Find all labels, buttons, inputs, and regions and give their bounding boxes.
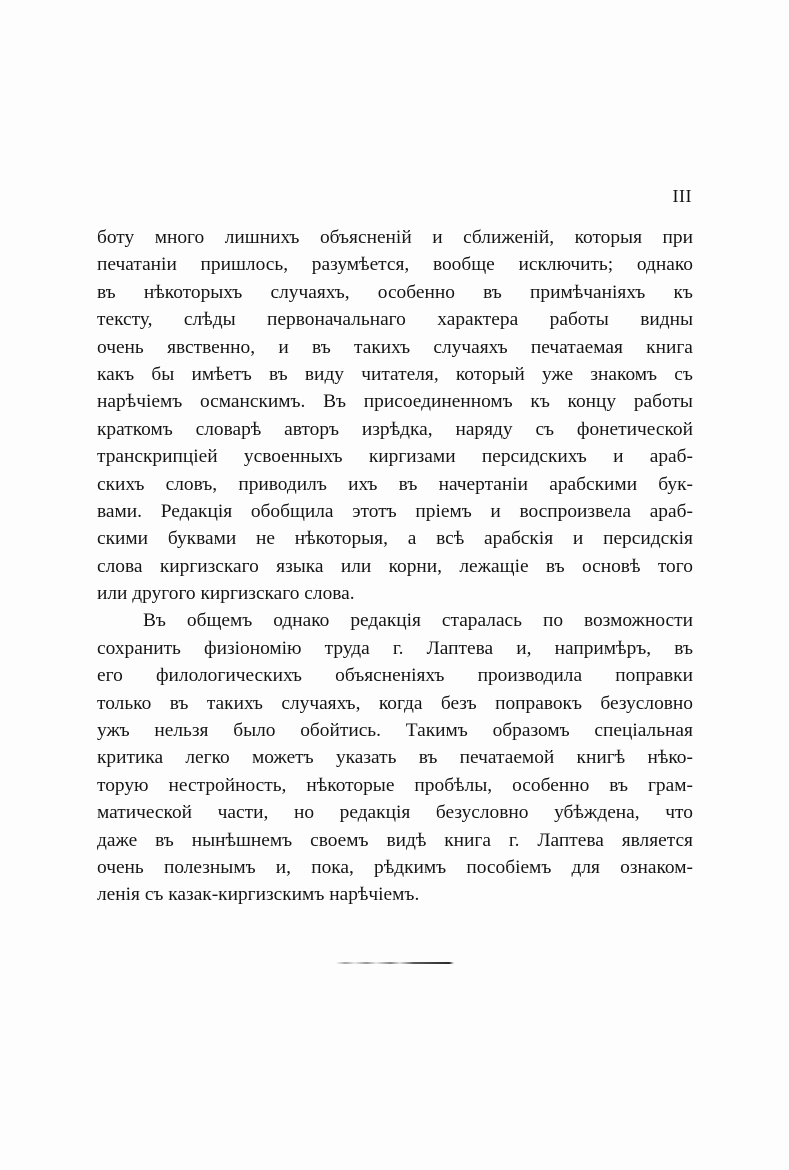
word: вообще	[432, 254, 495, 276]
text-line	[97, 854, 693, 881]
text-line	[97, 580, 693, 607]
word: фонетической	[576, 418, 693, 440]
word: тексту,	[97, 309, 153, 331]
text-block	[97, 224, 693, 909]
text-line	[97, 717, 693, 744]
word: случаяхъ,	[281, 692, 361, 714]
word: поправки	[615, 665, 693, 687]
word: араб-	[649, 446, 693, 468]
word: виду	[304, 363, 344, 385]
word: торую	[97, 774, 149, 796]
word: читателя,	[361, 363, 439, 385]
text-line	[97, 471, 693, 498]
word: изрѣдка,	[361, 418, 433, 440]
word: полезнымъ	[163, 856, 256, 878]
word: рѣдкимъ	[374, 856, 447, 878]
word: и	[572, 528, 584, 550]
word: въ	[155, 829, 174, 851]
word: части,	[217, 802, 269, 824]
word: и	[278, 336, 289, 358]
word: редакція	[339, 802, 411, 824]
word: въ	[418, 747, 438, 769]
word: нарѣчіемъ	[97, 391, 183, 413]
word: въ	[97, 281, 116, 303]
word: исключить;	[518, 254, 614, 276]
word: книга	[444, 829, 491, 851]
word: Лаптева	[537, 829, 604, 851]
word: и	[490, 500, 501, 522]
word: арабскія	[484, 528, 554, 550]
paragraph	[97, 224, 693, 607]
word: киргизами	[368, 446, 456, 468]
word: примѣчаніяхъ	[530, 281, 646, 303]
word: къ	[673, 281, 693, 303]
word: слова	[97, 555, 143, 577]
word: сохранить	[97, 637, 181, 659]
word: явственно,	[167, 336, 256, 358]
word: въ	[169, 692, 189, 714]
word: Такимъ	[405, 720, 468, 742]
word: образомъ	[492, 720, 570, 742]
text-line	[97, 744, 693, 771]
word: вами.	[97, 500, 143, 522]
text-line	[97, 607, 693, 634]
word: матической	[97, 802, 193, 824]
word: нѣкоторыя,	[294, 528, 388, 550]
word: много	[154, 227, 205, 248]
text-line	[97, 827, 693, 854]
word: пока,	[311, 856, 354, 878]
word: воспроизвела	[519, 500, 632, 522]
word: того	[657, 555, 693, 577]
word: какъ	[97, 363, 135, 385]
word: видны	[640, 309, 693, 331]
text-line	[97, 690, 693, 717]
word: съ	[535, 418, 555, 440]
word: въ	[269, 363, 288, 385]
word: османскимъ.	[199, 391, 306, 413]
word: основѣ	[581, 555, 641, 577]
word: а	[407, 528, 417, 550]
word: и,	[516, 637, 532, 659]
word: концу	[567, 391, 617, 413]
word: краткомъ	[97, 418, 173, 440]
word: наряду	[455, 418, 513, 440]
word: г.	[392, 637, 404, 659]
word: обобщила	[250, 500, 334, 522]
word: авторъ	[284, 418, 340, 440]
word: въ	[312, 336, 331, 358]
word: для	[571, 856, 600, 878]
word: бы	[151, 363, 175, 385]
text-line	[97, 224, 693, 251]
text-line	[97, 772, 693, 799]
word: словарѣ	[195, 418, 262, 440]
word: персидскія	[603, 528, 693, 550]
word: книгѣ	[576, 747, 626, 769]
word: въ	[483, 281, 502, 303]
word: при	[662, 227, 693, 248]
word: труда	[324, 637, 370, 659]
divider-rule	[336, 962, 454, 964]
word: знакомъ	[590, 363, 658, 385]
word: корни,	[388, 555, 443, 577]
word: напримѣръ,	[554, 637, 652, 659]
word: что	[665, 802, 693, 824]
word: видѣ	[386, 829, 427, 851]
word: уже	[541, 363, 574, 385]
word: и	[613, 446, 624, 468]
word: словъ,	[165, 473, 218, 495]
text-line	[97, 361, 693, 388]
word: нѣко-	[647, 747, 693, 769]
word: безусловно	[600, 692, 693, 714]
word: и,	[275, 856, 292, 878]
word: лежащіе	[459, 555, 529, 577]
word: только	[97, 692, 152, 714]
word: книга	[646, 336, 693, 358]
word: печатаемая	[530, 336, 623, 358]
word: съ	[674, 363, 693, 385]
word: бук-	[658, 473, 693, 495]
word: объясненій	[319, 227, 412, 248]
word: приводилъ	[238, 473, 327, 495]
word: скими	[97, 528, 149, 550]
text-line	[97, 799, 693, 826]
word: указать	[335, 747, 397, 769]
word: пособіемъ	[466, 856, 552, 878]
text-line	[97, 279, 693, 306]
word: спеціальная	[594, 720, 693, 742]
word: къ	[530, 391, 550, 413]
word: въ	[674, 637, 693, 659]
page-number: III	[672, 186, 692, 206]
text-line	[97, 443, 693, 470]
word: общемъ	[186, 610, 253, 632]
text-line	[97, 553, 693, 580]
word: является	[621, 829, 693, 851]
word: транскрипціей	[97, 446, 218, 468]
word: сближеній,	[463, 227, 555, 248]
word: возможности	[583, 610, 693, 632]
text-line	[97, 662, 693, 689]
word: нынѣшнемъ	[191, 829, 293, 851]
word: который	[455, 363, 525, 385]
word: филологическихъ	[155, 665, 302, 687]
word: можетъ	[251, 747, 314, 769]
word: всѣ	[436, 528, 465, 550]
word: въ	[545, 555, 565, 577]
word: его	[97, 665, 123, 687]
word: даже	[97, 829, 138, 851]
text-line	[97, 416, 693, 443]
word: критика	[97, 747, 164, 769]
word: ознаком-	[620, 856, 693, 878]
word: пробѣлы,	[414, 774, 493, 796]
word: буквами	[167, 528, 237, 550]
word: не	[256, 528, 275, 550]
word: пріемъ	[415, 500, 472, 522]
word: очень	[97, 336, 144, 358]
word: грам-	[647, 774, 693, 796]
text-line	[97, 525, 693, 552]
word: Лаптева	[426, 637, 494, 659]
word: работы	[549, 309, 609, 331]
word: по	[542, 610, 564, 632]
word: старалась	[441, 610, 523, 632]
word: или	[340, 555, 372, 577]
word: языка	[276, 555, 324, 577]
text-line	[97, 334, 693, 361]
text-line	[97, 881, 693, 908]
word: нѣкоторыхъ	[143, 281, 243, 303]
word: араб-	[649, 500, 693, 522]
word: скихъ	[97, 473, 145, 495]
word: персидскихъ	[481, 446, 587, 468]
word: когда	[378, 692, 423, 714]
word: г.	[508, 829, 520, 851]
word: безусловно	[435, 802, 529, 824]
word: однако	[636, 254, 693, 276]
word: этотъ	[352, 500, 397, 522]
text-line	[97, 251, 693, 278]
word: нѣкоторые	[306, 774, 395, 796]
text-line	[97, 388, 693, 415]
line-text: или другого киргизскаго слова.	[97, 583, 355, 605]
word: первоначальнаго	[267, 309, 406, 331]
word: печатаемой	[459, 747, 555, 769]
word: но	[293, 802, 315, 824]
word: работы	[633, 391, 693, 413]
word: киргизскаго	[159, 555, 259, 577]
word: однако	[273, 610, 330, 632]
word: обойтись.	[300, 720, 382, 742]
word: физіономію	[204, 637, 302, 659]
word: которыя	[574, 227, 643, 248]
word: имѣетъ	[191, 363, 252, 385]
word: нестройность,	[168, 774, 287, 796]
section-divider	[0, 962, 789, 964]
text-line	[97, 306, 693, 333]
paragraph	[97, 607, 693, 908]
line-text: ленія съ казак-киргизскимъ нарѣчіемъ.	[97, 884, 420, 906]
word: такихъ	[354, 336, 411, 358]
word: Въ	[143, 610, 166, 632]
word: и	[432, 227, 443, 248]
word: поправокъ	[495, 692, 582, 714]
word: разумѣется,	[311, 254, 410, 276]
word: слѣды	[183, 309, 236, 331]
word: объясненіяхъ	[335, 665, 445, 687]
word: лишнихъ	[224, 227, 300, 248]
word: характера	[437, 309, 519, 331]
word: боту	[97, 227, 135, 248]
word: случаяхъ	[433, 336, 508, 358]
word: въ	[398, 473, 418, 495]
word: ужъ	[97, 720, 130, 742]
word: такихъ	[206, 692, 263, 714]
word: очень	[97, 856, 144, 878]
word: безъ	[440, 692, 477, 714]
word: производила	[477, 665, 583, 687]
word: арабскими	[549, 473, 638, 495]
word: усвоенныхъ	[243, 446, 343, 468]
text-line	[97, 635, 693, 662]
word: начертаніи	[438, 473, 529, 495]
word: случаяхъ,	[270, 281, 350, 303]
word: особенно	[377, 281, 455, 303]
word: пришлось,	[200, 254, 289, 276]
word: нельзя	[154, 720, 209, 742]
word: убѣждена,	[554, 802, 640, 824]
text-line	[97, 498, 693, 525]
word: редакція	[350, 610, 421, 632]
word: Редакція	[160, 500, 233, 522]
word: ихъ	[348, 473, 378, 495]
word: легко	[185, 747, 230, 769]
word: печатаніи	[97, 254, 177, 276]
word: Въ	[323, 391, 347, 413]
word: своемъ	[310, 829, 369, 851]
word: въ	[609, 774, 628, 796]
word: было	[233, 720, 276, 742]
word: особенно	[512, 774, 590, 796]
word: присоединенномъ	[363, 391, 513, 413]
